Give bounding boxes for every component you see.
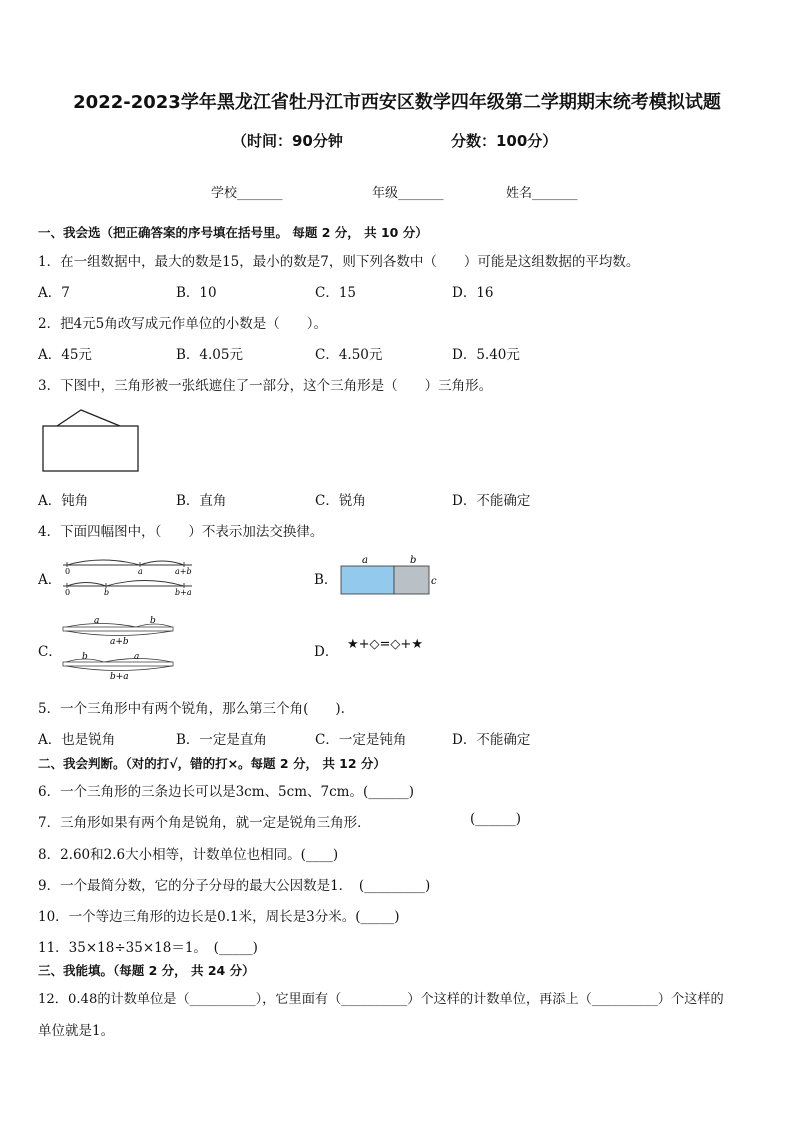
fig-a-label-a: a [138,567,143,576]
name-field: 姓名_______ [506,186,578,201]
school-field: 学校_______ [211,186,283,201]
question-12-line-1: 12．0.48的计数单位是（__________），它里面有（__________）个这样的计数单位，再添上（__________）个这样的 [38,992,724,1007]
q3-covered-triangle-figure [40,406,142,474]
question-9: 9．一个最简分数，它的分子分母的最大公因数是1． (_________) [38,878,431,894]
q4-figure-b-rectangle [338,553,444,599]
q3-option-c: C．锐角 [315,493,366,509]
section-heading-choice: 一、我会选（把正确答案的序号填在括号里。 每题 2 分， 共 10 分） [38,225,428,240]
fig-b-gray-part [394,566,429,594]
question-6: 6．一个三角形的三条边长可以是3cm、5cm、7cm。(______) [38,784,414,800]
question-10: 10．一个等边三角形的边长是0.1米，周长是3分米。(_____) [38,909,400,925]
q3-option-a: A．钝角 [38,493,89,509]
question-7-blank: (______) [470,811,522,827]
q1-option-d: D．16 [452,285,494,301]
fig-c-label-sum1: a+b [110,637,129,647]
fig-a-zero-1: 0 [65,567,71,576]
q4-figure-d-symbols: ★+◇=◇+★ [347,637,423,652]
q4-option-b: B． [314,572,338,588]
fig-b-label-b: b [410,555,417,566]
question-8: 8．2.60和2.6大小相等，计数单位也相同。(____) [38,847,339,863]
covering-paper-rect [43,426,138,471]
q2-option-c: C．4.50元 [315,347,383,363]
q5-option-b: B．一定是直角 [176,732,267,748]
q2-option-d: D．5.40元 [452,347,520,363]
question-5: 5．一个三角形中有两个锐角，那么第三个角( ). [38,701,345,717]
fig-c-label-a2: a [134,652,140,662]
q4-figure-a-number-lines [60,553,200,599]
question-1: 1．在一组数据中，最大的数是15，最小的数是7，则下列各数中（ ）可能是这组数据的平均数。 [38,254,640,270]
fig-b-blue-part [341,566,394,594]
q5-option-a: A．也是锐角 [38,732,116,748]
q2-option-b: B．4.05元 [176,347,243,363]
q5-option-d: D．不能确定 [452,732,531,748]
fig-a-label-b: b [104,588,110,597]
q4-option-a: A． [38,572,62,588]
q4-figure-c-segments [60,612,180,682]
question-11: 11．35×18÷35×18＝1。 (_____) [38,940,258,956]
q4-option-d: D． [314,644,339,660]
exam-time: （时间：90分钟 [232,132,343,150]
q4-option-c: C． [38,644,62,660]
q3-option-d: D．不能确定 [452,493,531,509]
question-12-line-2: 单位就是1。 [38,1023,115,1039]
section-heading-fill: 三、我能填。（每题 2 分， 共 24 分） [38,963,255,978]
question-3: 3．下图中，三角形被一张纸遮住了一部分，这个三角形是（ ）三角形。 [38,378,493,394]
q2-option-a: A．45元 [38,347,92,363]
section-heading-judge: 二、我会判断。（对的打√，错的打×。每题 2 分， 共 12 分） [38,756,386,771]
q1-option-c: C．15 [315,285,357,301]
question-4: 4．下面四幅图中，（ ）不表示加法交换律。 [38,524,324,540]
question-7: 7．三角形如果有两个角是锐角，就一定是锐角三角形． [38,815,371,831]
fig-c-label-a1: a [94,616,100,626]
triangle-visible-edges [57,410,120,426]
q1-option-b: B．10 [176,285,217,301]
fig-a-zero-2: 0 [65,588,71,597]
exam-score: 分数：100分） [451,132,558,150]
fig-c-label-sum2: b+a [110,672,129,682]
fig-c-label-b2: b [82,652,88,662]
fig-a-label-sum1: a+b [175,567,192,576]
q1-option-a: A．7 [38,285,70,301]
q5-option-c: C．一定是钝角 [315,732,407,748]
page-title: 2022-2023学年黑龙江省牡丹江市西安区数学四年级第二学期期末统考模拟试题 [73,92,721,113]
fig-c-label-b1: b [150,616,156,626]
fig-b-label-c: c [431,576,437,587]
fig-a-label-sum2: b+a [175,588,192,597]
fig-b-label-a: a [362,555,368,566]
question-2: 2．把4元5角改写成元作单位的小数是（ ）。 [38,316,328,332]
grade-field: 年级_______ [372,186,444,201]
q3-option-b: B．直角 [176,493,227,509]
